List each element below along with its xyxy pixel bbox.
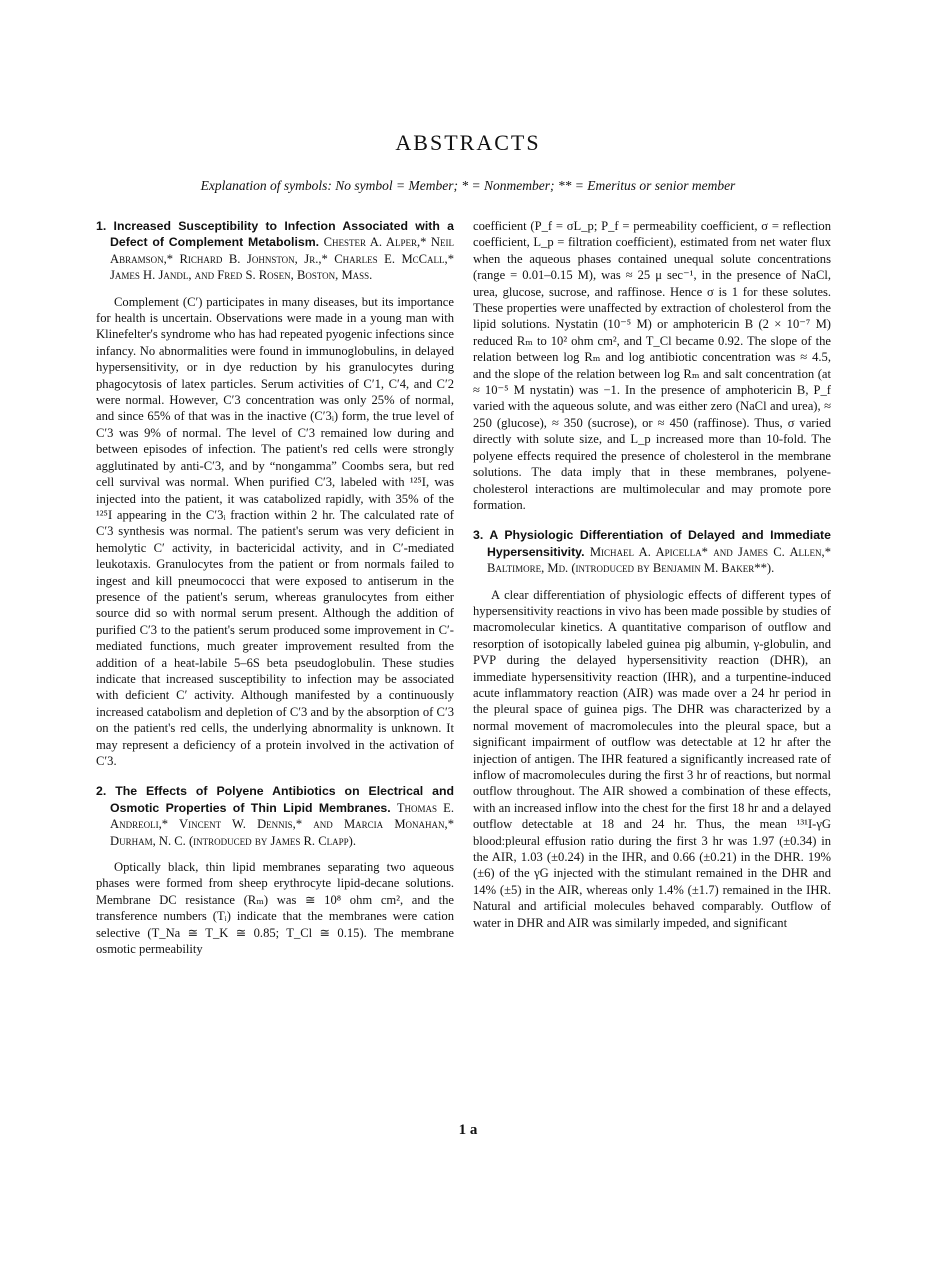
abstract-2-body: Optically black, thin lipid membranes separating two aqueous phases were formed from sheep erythrocyte lipid-decane solutions. Membrane DC resistance (Rₘ) was ≅ 10⁸ ohm cm², and the transference numbers (Tᵢ) indicate that the membranes were cation selective (T_Na ≅ T_K ≅ 0.85; T_Cl ≅ 0.15). The membrane osmotic permeability <box>96 860 454 957</box>
page-title: ABSTRACTS <box>395 130 541 155</box>
left-column <box>96 218 454 971</box>
abstract-3-title: 3. A Physiologic Differentiation of Delayed and Immediate Hypersensitivity. <box>473 528 831 559</box>
page-number: 1 a <box>458 1122 478 1138</box>
right-column <box>473 218 831 945</box>
symbols-explanation: Explanation of symbols: No symbol = Member; * = Nonmember; ** = Emeritus or senior member <box>200 178 736 193</box>
abstract-3-heading <box>473 527 831 576</box>
abstract-2-authors: Thomas E. Andreoli,* Vincent W. Dennis,* and Marcia Monahan,* Durham, N. C. (introduced by James R. Clapp). <box>110 800 454 848</box>
abstract-2-body-continued: coefficient (P_f = σL_p; P_f = permeability coefficient, σ = reflection coefficient, L_p = filtration coefficient), estimated from net water flux when the aqueous phases contained unequal solute concentrations (range = 0.01–0.15 M), was ≈ 25 μ sec⁻¹, in the presence of NaCl, urea, glucose, sucrose, and raffinose. Hence σ is 1 for these solutes. These properties were unaffected by extraction of cholesterol from the lipid solutions. Nystatin (10⁻⁵ M) or amphotericin B (2 × 10⁻⁷ M) reduced Rₘ to 10² ohm cm², and T_Cl became 0.92. The slope of the relation between log Rₘ and log antibiotic concentration was ≈ 4.5, and the slope of the relation between log Rₘ and salt concentration (at ≈ 10⁻⁵ M nystatin) was −1. In the presence of amphotericin B, P_f varied with the aqueous solute, and was either zero (NaCl and urea), ≈ 250 (glucose), ≈ 350 (sucrose), or ≈ 450 (raffinose). Thus, σ varied directly with solute size, and L_p increased more than 10-fold. The polyene effects required the presence of cholesterol in the membrane solutions. The data imply that in these membranes, polyene-cholesterol interactions are multimolecular and may promote pore formation. <box>473 219 831 512</box>
abstract-3-authors: Michael A. Apicella* and James C. Allen,* Baltimore, Md. (introduced by Benjamin M. Baker**). <box>487 544 831 576</box>
abstract-3-body: A clear differentiation of physiologic effects of different types of hypersensitivity reactions in vivo has been made possible by studies of macromolecular kinetics. A quantitative comparison of outflow and resorption of isotopically labeled guinea pig albumin, γ-globulin, and PVP during the delayed hypersensitivity reaction (DHR), an immediate hypersensitivity reaction (IHR), and a turpentine-induced acute inflammatory reaction (AIR) was made over a 24 hr period in the pleural space of guinea pigs. The DHR was characterized by a normal movement of macromolecules into the pleural space, but a significant impairment of outflow was detectable at 12 hr after the injection of antigen. The IHR featured a significantly increased rate of inflow of macromolecules during the first 3 hr of reactions, but normal outflow throughout. The AIR showed a combination of these effects, with an increased inflow into the chest for the first 18 hr and a delayed outflow detectable at 18 and 24 hr. Thus, the mean ¹³¹I-γG blood:pleural effusion ratio during the first 3 hr was 1.97 (±0.34) in the AIR, 1.03 (±0.24) in the IHR, and 0.66 (±0.21) in the DHR. 19% (±6) of the γG injected with the stimulant remained in the DHR and 14% (±5) in the AIR, whereas only 1.4% (±1.7) remained in the IHR. Natural and artificial molecules behaved comparably. Outflow of water in DHR and AIR was similarly impeded, and significant <box>473 587 831 930</box>
abstract-2-title: 2. The Effects of Polyene Antibiotics on Electrical and Osmotic Properties of Thin Lipid Membranes. <box>96 784 454 815</box>
abstract-1-heading <box>96 218 454 284</box>
abstract-2-heading <box>96 783 454 849</box>
abstract-1-authors: Chester A. Alper,* Neil Abramson,* Richard B. Johnston, Jr.,* Charles E. McCall,* James H. Jandl, and Fred S. Rosen, Boston, Mass. <box>110 235 454 283</box>
abstract-1-title: 1. Increased Susceptibility to Infection Associated with a Defect of Complement Metabolism. <box>96 219 454 250</box>
abstract-1-body: Complement (C′) participates in many diseases, but its importance for health is uncertain. Observations were made in a young man with Klinefelter's syndrome who has had repeated pyogenic infections since infancy. No abnormalities were found in immunoglobulins, in delayed hypersensitivity, or in dye reduction by his granulocytes during phagocytosis of latex particles. Serum activities of C′1, C′4, and C′2 were normal. However, C′3 concentration was only 25% of normal, and since 65% of that was in the inactive (C′3ᵢ) form, the true level of C′3 was 9% of normal. The level of C′3 remained low during and between episodes of infection. The patient's red cells were strongly agglutinated by anti-C′3, and by “nongamma” Coombs sera, but red cell survival was normal. When purified C′3, labeled with ¹²⁵I, was injected into the patient, it was catabolized rapidly, with 35% of the ¹²⁵I appearing in the C′3ᵢ fraction within 2 hr. The calculated rate of C′3 synthesis was normal. The patient's serum was very deficient in hemolytic C′ activity, in bactericidal activity, and in C′-mediated leukotaxis. Granulocytes from the patient or from normals failed to ingest and kill pneumococci that were exposed to antiserum in the presence of the patient's serum, whereas granulocytes from either source did so with normal serum present. Although the addition of purified C′3 to the patient's serum produced some improvement in C′-mediated functions, much greater improvement resulted from the addition of a heat-labile 5–6S beta pseudoglobulin. These studies indicate that increased susceptibility to infection may be associated with deficient C′ activity. Although manifested by a continuously increased catabolism and depletion of C′3 and by the absorption of C′3 on the patient's red cells, the underlying abnormality is unknown. It may represent a deficiency of a protein involved in the activation of C′3. <box>96 294 454 768</box>
